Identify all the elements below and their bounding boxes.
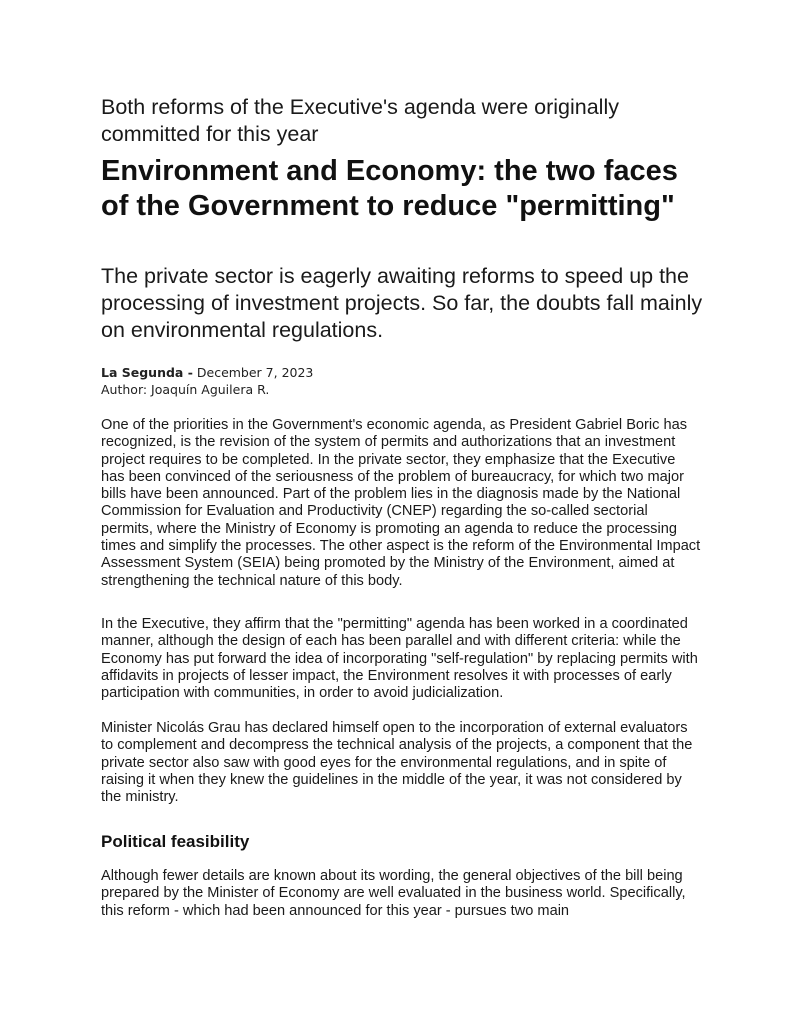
publish-date: December 7, 2023 <box>192 365 314 380</box>
article-subheadline: The private sector is eagerly awaiting reforms to speed up the processing of investment projects. So far, the doubts fall mainly on environmental regulations. <box>101 264 703 342</box>
article-meta <box>101 364 313 398</box>
section-paragraph-1: Although fewer details are known about its wording, the general objectives of the bill being prepared by the Minister of Economy are well evaluated in the business world. Specifically, this reform - which had been announced for this year - pursues two main <box>101 868 686 919</box>
paragraph-3: Minister Nicolás Grau has declared himself open to the incorporation of external evaluators to complement and decompress the technical analysis of the projects, a component that the private sector also saw with good eyes for the environmental regulations, and in spite of raising it when they knew the guidelines in the middle of the year, it was not considered by the ministry. <box>101 720 693 806</box>
article-kicker: Both reforms of the Executive's agenda were originally committed for this year <box>101 95 619 146</box>
article-headline: Environment and Economy: the two faces of the Government to reduce "permitting" <box>101 155 678 222</box>
paragraph-2: In the Executive, they affirm that the "permitting" agenda has been worked in a coordinated manner, although the design of each has been parallel and with different criteria: while the Economy has put forward the idea of incorporating "self-regulation" by replacing permits with affidavits in projects of lesser impact, the Environment resolves it with processes of early participation with communities, in order to avoid judicialization. <box>101 616 698 702</box>
source-name: La Segunda - <box>101 365 193 380</box>
author-line: Author: Joaquín Aguilera R. <box>101 382 270 397</box>
paragraph-1: One of the priorities in the Government's economic agenda, as President Gabriel Boric has recognized, is the revision of the system of permits and authorizations that an investment project requires to be completed. In the private sector, they emphasize that the Executive has been convinced of the seriousness of the problem of bureaucracy, for which two major bills have been announced. Part of the problem lies in the diagnosis made by the National Commission for Evaluation and Productivity (CNEP) regarding the so-called sectorial permits, where the Ministry of Economy is promoting an agenda to reduce the processing times and simplify the processes. The other aspect is the reform of the Environmental Impact Assessment System (SEIA) being promoted by the Ministry of the Environment, aimed at strengthening the technical nature of this body. <box>101 417 701 589</box>
source-line <box>101 364 313 381</box>
section-heading: Political feasibility <box>101 832 250 851</box>
